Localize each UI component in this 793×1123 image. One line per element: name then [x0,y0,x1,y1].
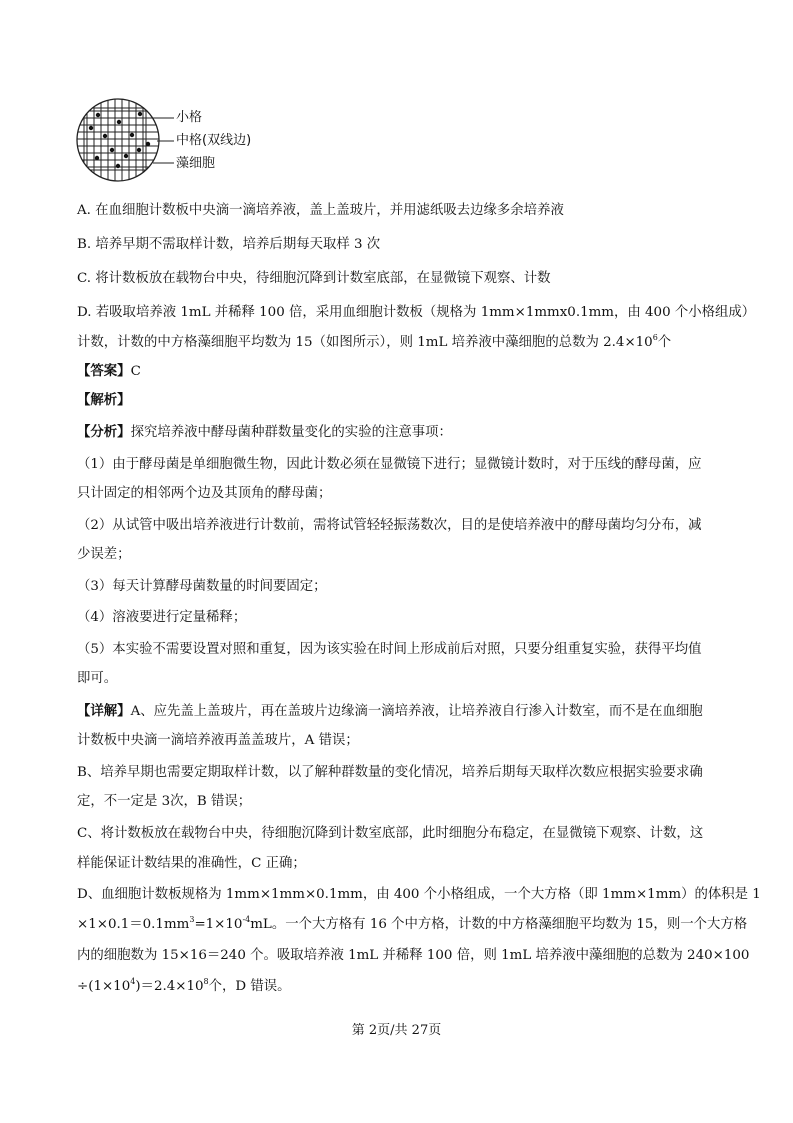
analysis-intro: 【分析】探究培养液中酵母菌种群数量变化的实验的注意事项： [77,425,452,440]
answer-tag: 【答案】 [77,364,131,379]
option-d-line2: 计数，计数的中方格藻细胞平均数为 15（如图所示），则 1mL 培养液中藻细胞的总数为 $2.4\times 10^6$个 [77,333,672,350]
analysis-p5-a: （5）本实验不需要设置对照和重复，因为该实验在时间上形成前后对照，只要分组重复实验，获得平均值 [77,642,702,657]
detail-c-line1: C、将计数板放在载物台中央，待细胞沉降到计数室底部，此时细胞分布稳定，在显微镜下观察、计数，这 [77,826,704,841]
option-b: B. 培养早期不需取样计数，培养后期每天取样 3 次 [77,237,381,252]
analysis-p4: （4）溶液要进行定量稀释； [77,610,247,625]
detail-d-line1: D、血细胞计数板规格为 1mm×1mm×0.1mm，由 400 个小格组成，一个大方格（即 1mm×1mm）的体积是 1 [77,887,761,902]
label-small-grid: 小格 [176,110,203,125]
option-c: C. 将计数板放在载物台中央，待细胞沉降到计数室底部，在显微镜下观察、计数 [77,271,551,286]
answer-line [77,363,141,381]
analysis-p5-b: 即可。 [77,671,118,686]
detail-b-line1: B、培养早期也需要定期取样计数，以了解种群数量的变化情况，培养后期每天取样次数应根据实验要求确 [77,765,703,780]
detail-a-line1: 【详解】A、应先盖上盖玻片，再在盖玻片边缘滴一滴培养液，让培养液自行渗入计数室，而不是在血细胞 [77,704,703,719]
analysis-p2-a: （2）从试管中吸出培养液进行计数前，需将试管轻轻振荡数次，目的是使培养液中的酵母菌均匀分布，减 [77,518,702,533]
option-d-line1: D. 若吸取培养液 1mL 并稀释 100 倍，采用血细胞计数板（规格为 1mm×1mmx0.1mm，由 400 个小格组成） [77,305,756,320]
detail-d-line4: $\div(1\times 10^4)=2.4\times 10^8$个，D 错误。 [77,977,291,994]
answer-value: C [130,364,141,379]
label-algae-cell: 藻细胞 [176,156,216,171]
detail-b-line2: 定，不一定是 3次，B 错误； [77,794,252,809]
detail-c-line2: 样能保证计数结果的准确性，C 正确； [77,856,306,871]
analysis-p3: （3）每天计算酵母菌数量的时间要固定； [77,579,327,594]
detail-a-line2: 计数板中央滴一滴培养液再盖盖玻片，A 错误； [77,733,359,748]
detail-d-line3: 内的细胞数为 15×16＝240 个。吸取培养液 1mL 并稀释 100 倍，则 1mL 培养液中藻细胞的总数为 240×100 [77,948,750,963]
analysis-p1-b: 只计固定的相邻两个边及其顶角的酵母菌； [77,486,332,501]
analysis-tag: 【解析】 [77,393,131,408]
label-middle-grid: 中格(双线边) [176,133,252,148]
analysis-p2-b: 少误差； [77,547,131,562]
detail-d-line2: $\times 1\times 0.1=0.1mm^3=1\times 10^{-4}mL$。一个大方格有 16 个中方格，计数的中方格藻细胞平均数为 15，则一个大方格 [77,915,748,932]
analysis-p1-a: （1）由于酵母菌是单细胞微生物，因此计数必须在显微镜下进行；显微镜计数时，对于压线的酵母菌，应 [77,457,702,472]
page-footer: 第 2页/共 27页 [351,1023,442,1038]
option-a: A. 在血细胞计数板中央滴一滴培养液，盖上盖玻片，并用滤纸吸去边缘多余培养液 [77,203,564,218]
hemocytometer-figure [74,96,274,186]
